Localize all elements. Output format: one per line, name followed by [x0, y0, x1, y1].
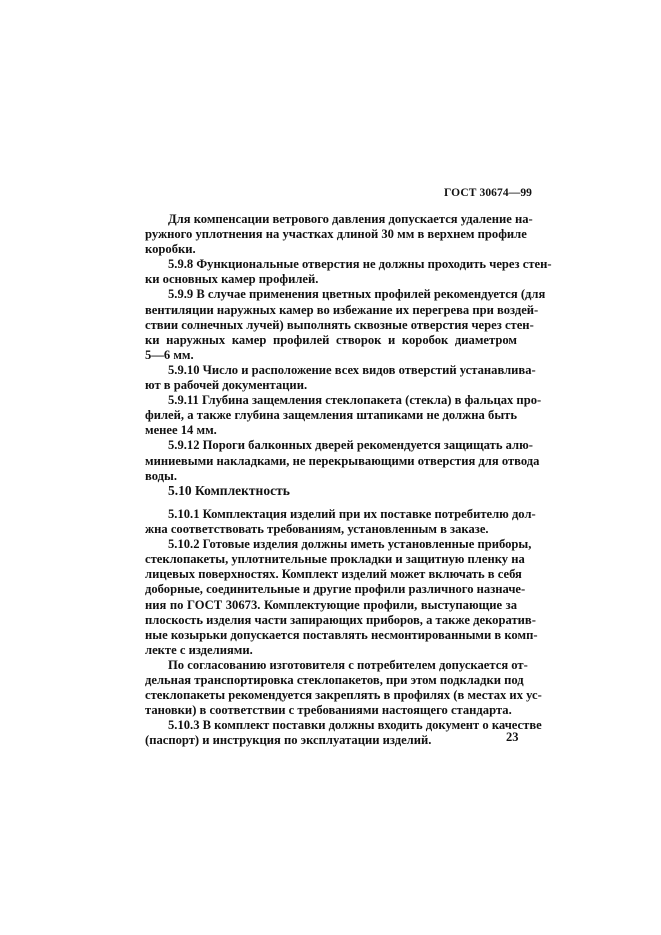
text-line: 5.10.1 Комплектация изделий при их поставке потребителю дол- — [168, 507, 536, 521]
text-line: ют в рабочей документации. — [145, 378, 308, 393]
text-line: лекте с изделиями. — [145, 642, 253, 657]
text-line: (паспорт) и инструкция по эксплуатации изделий. — [145, 733, 432, 748]
text-line: ружного уплотнения на участках длиной 30 мм в верхнем профиле — [145, 227, 527, 242]
text-line: лицевых поверхностях. Комплект изделий может включать в себя — [145, 567, 522, 582]
section-heading: 5.10 Комплектность — [168, 483, 290, 498]
text-line: 5.9.10 Число и расположение всех видов отверстий устанавлива- — [168, 362, 536, 377]
text-line: Для компенсации ветрового давления допускается удаление на- — [168, 212, 533, 226]
text-line: плоскость изделия части запирающих приборов, а также декоратив- — [145, 612, 536, 627]
text-line: доборные, соединительные и другие профили различного назначе- — [145, 582, 526, 597]
text-line: филей, а также глубина защемления штапиками не должна быть — [145, 408, 517, 423]
text-line: воды. — [145, 468, 178, 483]
text-block-5-10 — [145, 507, 542, 749]
text-line: дельная транспортировка стеклопакетов, при этом подкладки под — [145, 673, 524, 688]
text-line: ные козырьки допускается поставлять несмонтированными в комп- — [145, 627, 538, 642]
text-line: вентиляции наружных камер во избежание их перегрева при воздей- — [145, 302, 539, 317]
text-line: ния по ГОСТ 30673. Комплектующие профили, выступающие за — [145, 597, 517, 612]
text-line: 5.9.9 В случае применения цветных профилей рекомендуется (для — [168, 287, 546, 302]
text-line: ки основных камер профилей. — [145, 272, 319, 287]
text-block-5-9 — [145, 212, 552, 484]
page-number: 23 — [506, 730, 519, 744]
standard-header: ГОСТ 30674—99 — [444, 187, 533, 199]
text-line: менее 14 мм. — [145, 423, 217, 438]
text-line: ки наружных камер профилей створок и коробок диаметром — [145, 332, 517, 347]
text-line: тановки) в соответствии с требованиями настоящего стандарта. — [145, 703, 512, 718]
text-line: 5.10.3 В комплект поставки должны входить документ о качестве — [168, 718, 542, 733]
text-line: 5.9.8 Функциональные отверстия не должны проходить через стен- — [168, 257, 552, 272]
text-line: коробки. — [145, 242, 196, 257]
text-line: 5.9.12 Пороги балконных дверей рекомендуется защищать алю- — [168, 438, 533, 453]
text-line: 5—6 мм. — [145, 347, 194, 362]
text-line: стеклопакеты, уплотнительные прокладки и защитную пленку на — [145, 552, 525, 567]
text-line: жна соответствовать требованиям, установленным в заказе. — [145, 522, 489, 537]
text-line: По согласованию изготовителя с потребителем допускается от- — [168, 657, 528, 672]
text-line: 5.9.11 Глубина защемления стеклопакета (стекла) в фальцах про- — [168, 393, 542, 408]
text-line: ствии солнечных лучей) выполнять сквозные отверстия через стен- — [145, 317, 534, 332]
text-line: 5.10.2 Готовые изделия должны иметь установленные приборы, — [168, 537, 532, 552]
text-line: стеклопакеты рекомендуется закреплять в профилях (в местах их ус- — [145, 688, 542, 703]
text-line: миниевыми накладками, не перекрывающими отверстия для отвода — [145, 453, 540, 468]
